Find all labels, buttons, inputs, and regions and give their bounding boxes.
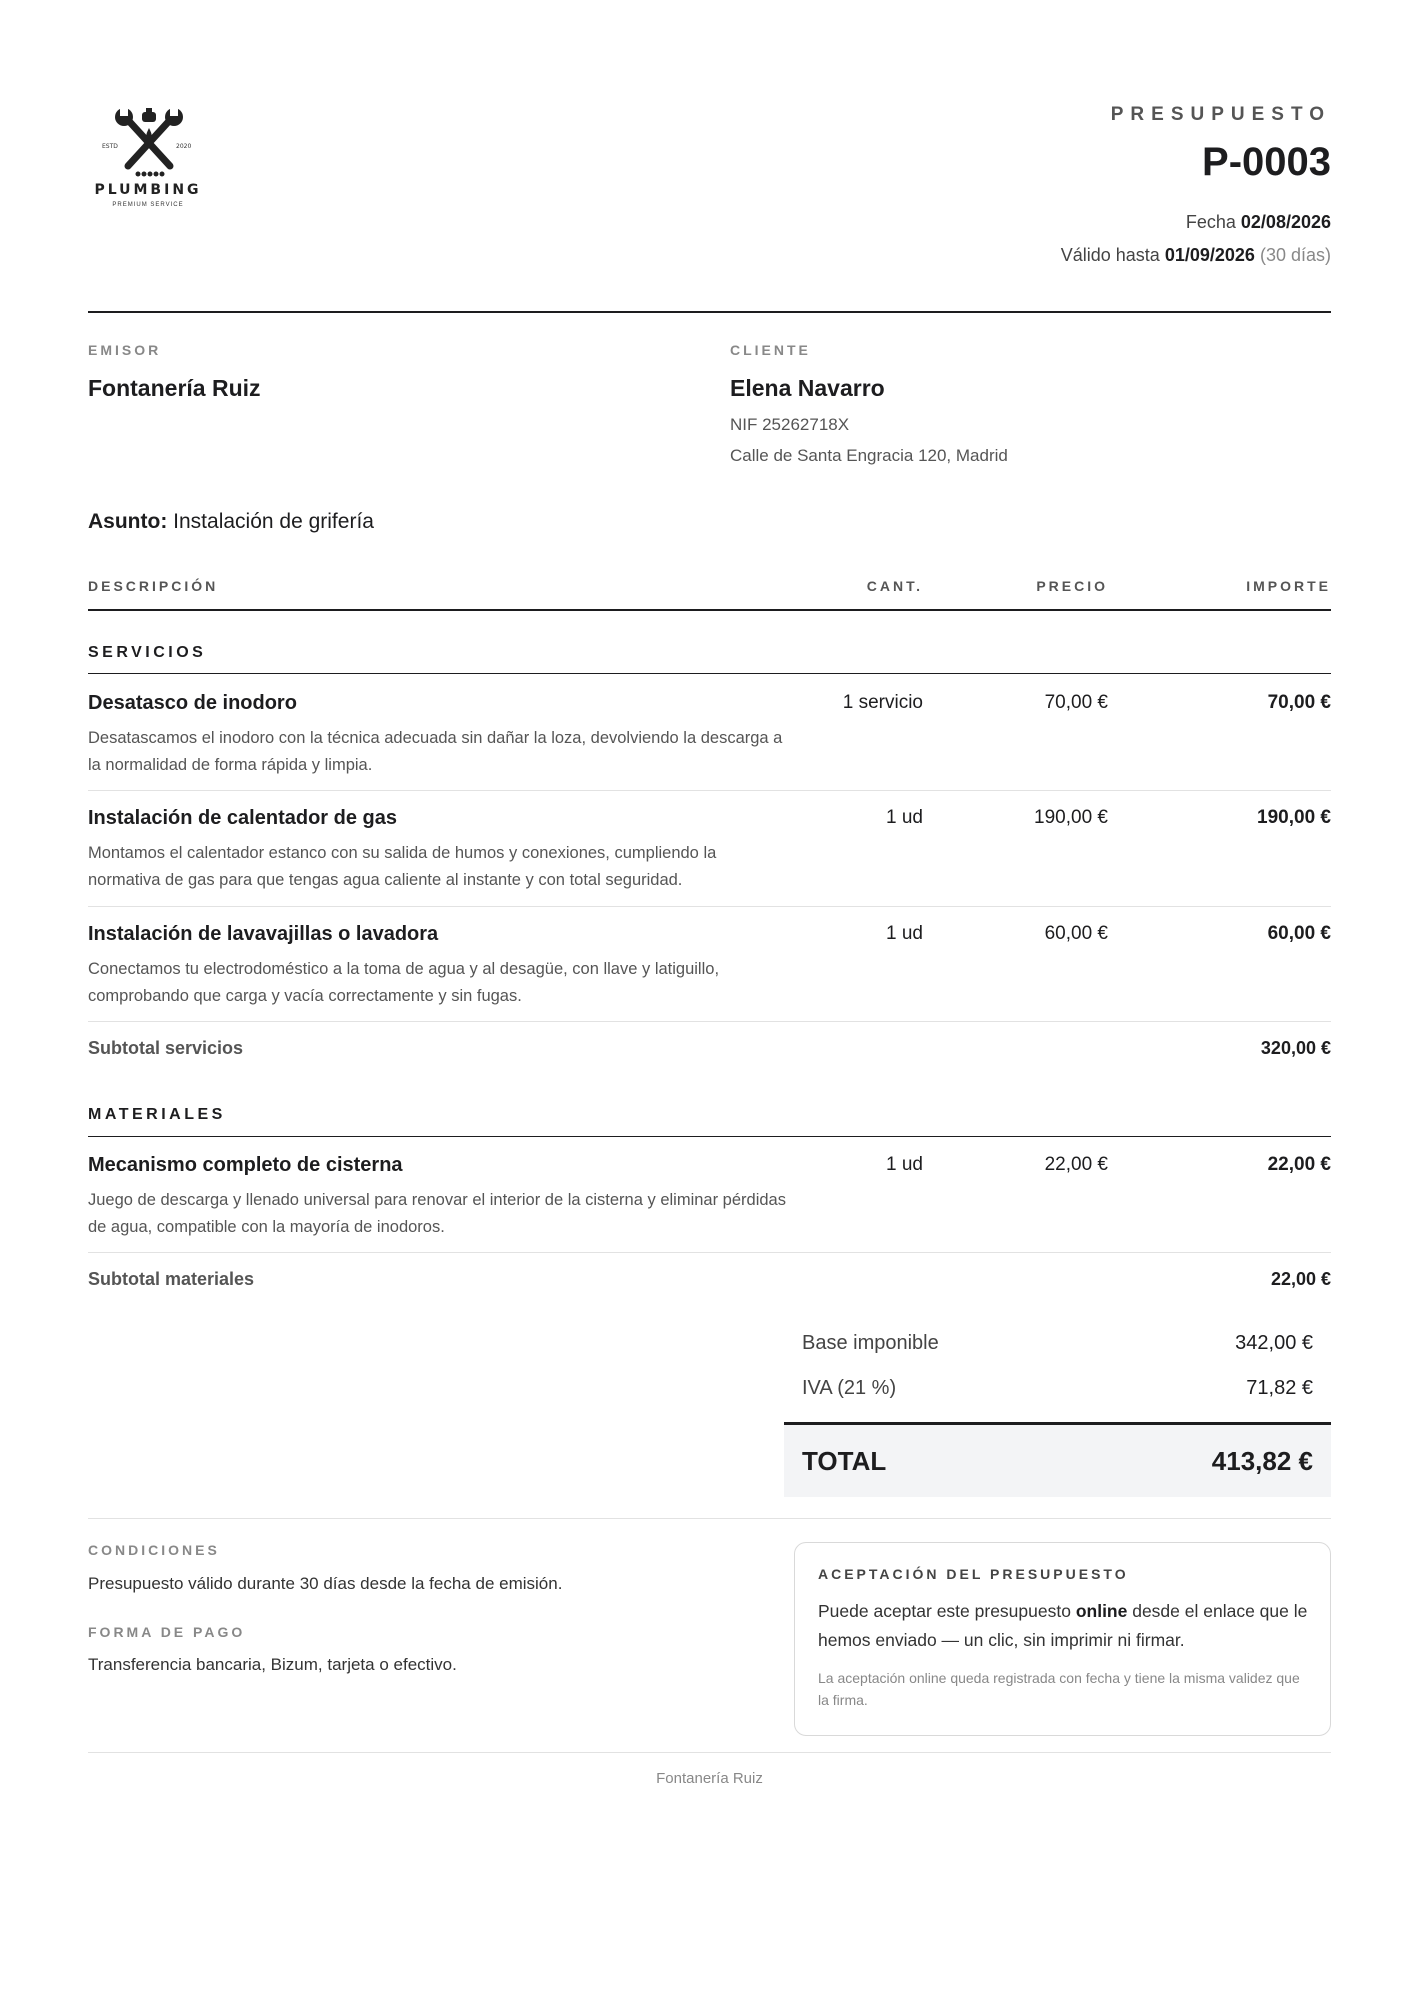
client-label: CLIENTE [730, 342, 811, 358]
item-price: 22,00 € [1044, 1154, 1108, 1175]
svg-text:2020: 2020 [176, 143, 192, 150]
taxable-base-value: 342,00 € [1235, 1332, 1313, 1354]
payment-method-text: Transferencia bancaria, Bizum, tarjeta o efectivo. [88, 1655, 457, 1674]
item-name: Instalación de calentador de gas [88, 807, 397, 829]
item-amount: 190,00 € [1257, 807, 1331, 828]
document-type: PRESUPUESTO [1110, 104, 1331, 125]
client-address: Calle de Santa Engracia 120, Madrid [730, 446, 1008, 465]
total-value: 413,82 € [1211, 1446, 1313, 1476]
row-divider [88, 790, 1331, 791]
item-amount: 70,00 € [1267, 692, 1331, 713]
footer-divider [88, 1752, 1331, 1753]
item-amount: 22,00 € [1267, 1154, 1331, 1175]
item-description: Montamos el calentador estanco con su salida de humos y conexiones, cumpliendo la normativa de gas para que tengas agua caliente al instante y con total seguridad. [88, 844, 717, 889]
acceptance-note: La aceptación online queda registrada con fecha y tiene la misma validez que la firma. [818, 1670, 1300, 1708]
table-header-divider [88, 609, 1331, 611]
total-label: TOTAL [802, 1446, 887, 1476]
section-title-services: SERVICIOS [88, 644, 207, 661]
acceptance-body-text: Puede aceptar este presupuesto [818, 1601, 1076, 1621]
conditions-divider [88, 1518, 1331, 1519]
subject-label: Asunto: [88, 510, 168, 533]
acceptance-online: online [1075, 1601, 1128, 1621]
item-price: 190,00 € [1034, 807, 1108, 828]
item-qty: 1 servicio [842, 692, 923, 713]
issuer-label: EMISOR [88, 342, 162, 358]
conditions-label: CONDICIONES [88, 1542, 220, 1558]
column-header-description: DESCRIPCIÓN [88, 578, 219, 594]
logo-tagline: PREMIUM SERVICE [112, 202, 184, 208]
acceptance-body [818, 1597, 1308, 1655]
section-divider [88, 1136, 1331, 1137]
item-description: Juego de descarga y llenado universal para renovar el interior de la cisterna y eliminar pérdidas de agua, compatible con la mayoría de inodoros. [88, 1191, 786, 1236]
subtotal-services-value: 320,00 € [1260, 1038, 1331, 1058]
vat-label: IVA (21 %) [802, 1377, 897, 1399]
client-name: Elena Navarro [730, 375, 885, 401]
acceptance-title: ACEPTACIÓN DEL PRESUPUESTO [818, 1566, 1129, 1582]
payment-method-label: FORMA DE PAGO [88, 1624, 246, 1640]
acceptance-box [794, 1542, 1331, 1736]
column-header-qty: CANT. [866, 578, 923, 594]
acceptance-body-text-end: desde el enlace que le hemos enviado — un clic, sin imprimir ni firmar. [818, 1601, 1308, 1650]
subtotal-materials-label: Subtotal materiales [88, 1269, 255, 1289]
company-logo [88, 108, 208, 218]
header-divider [88, 311, 1331, 313]
item-price: 70,00 € [1044, 692, 1108, 713]
document-date [1186, 212, 1331, 233]
crossed-wrenches-icon [100, 108, 196, 182]
item-qty: 1 ud [886, 807, 923, 828]
client-nif: NIF 25262718X [730, 415, 850, 434]
document-number: P-0003 [1202, 140, 1331, 184]
issuer-name: Fontanería Ruiz [88, 375, 261, 401]
date-label: Fecha [1185, 212, 1236, 232]
section-divider [88, 673, 1331, 674]
item-qty: 1 ud [886, 923, 923, 944]
subtotal-materials-value: 22,00 € [1270, 1269, 1331, 1289]
page-footer: Fontanería Ruiz [656, 1770, 763, 1787]
item-name: Desatasco de inodoro [88, 692, 297, 714]
valid-label: Válido hasta [1060, 245, 1160, 265]
item-qty: 1 ud [886, 1154, 923, 1175]
conditions-text: Presupuesto válido durante 30 días desde la fecha de emisión. [88, 1574, 563, 1593]
column-header-price: PRECIO [1036, 578, 1108, 594]
quote-page [88, 0, 1331, 2000]
valid-value: 01/09/2026 [1164, 245, 1255, 265]
logo-wordmark: PLUMBING [94, 182, 202, 198]
item-description: Desatascamos el inodoro con la técnica adecuada sin dañar la loza, devolviendo la descarga a la normalidad de forma rápida y limpia. [88, 729, 783, 774]
svg-text:ESTD: ESTD [102, 143, 118, 150]
section-title-materials: MATERIALES [88, 1106, 226, 1123]
date-value: 02/08/2026 [1240, 212, 1331, 232]
quote-subject [88, 510, 374, 534]
item-name: Instalación de lavavajillas o lavadora [88, 923, 439, 945]
subject-value: Instalación de grifería [173, 510, 374, 533]
item-price: 60,00 € [1044, 923, 1108, 944]
item-amount: 60,00 € [1267, 923, 1331, 944]
column-header-amount: IMPORTE [1246, 578, 1331, 594]
row-divider [88, 1252, 1331, 1253]
item-name: Mecanismo completo de cisterna [88, 1154, 403, 1176]
vat-value: 71,82 € [1246, 1377, 1313, 1399]
valid-days: (30 días) [1259, 245, 1331, 265]
taxable-base-label: Base imponible [802, 1332, 939, 1354]
item-description: Conectamos tu electrodoméstico a la toma de agua y al desagüe, con llave y latiguillo, comprobando que carga y vacía correctamente y sin fugas. [88, 960, 720, 1005]
document-validity [1061, 245, 1331, 266]
row-divider [88, 1021, 1331, 1022]
subtotal-services-label: Subtotal servicios [88, 1038, 244, 1058]
grand-total [784, 1422, 1331, 1497]
row-divider [88, 906, 1331, 907]
